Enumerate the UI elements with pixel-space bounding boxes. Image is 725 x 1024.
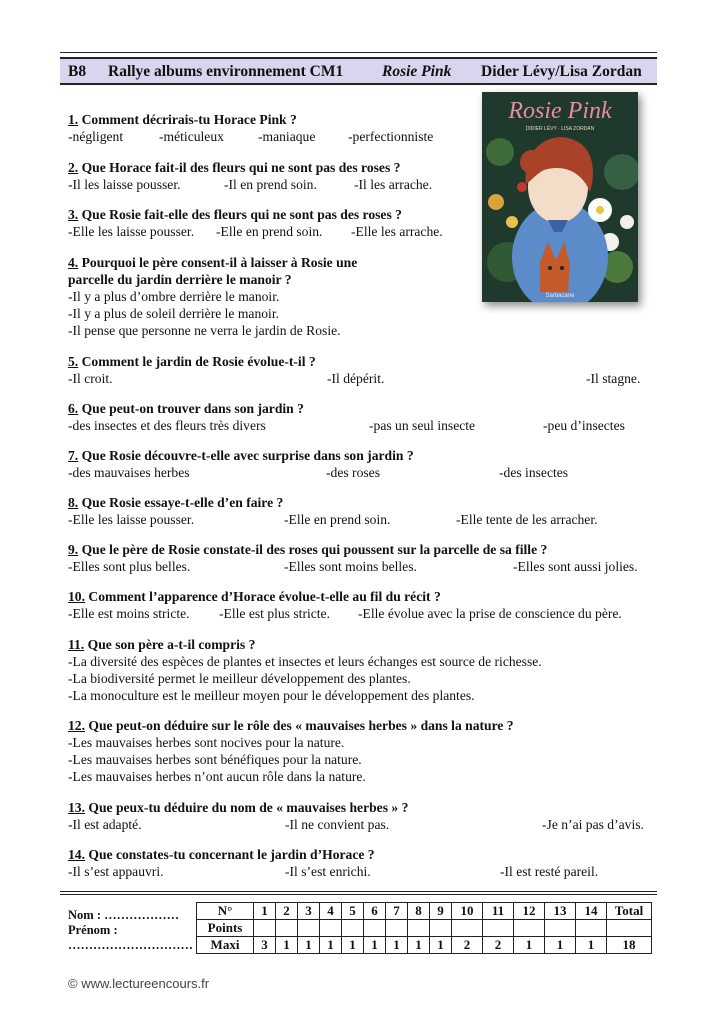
answer-option[interactable]: -Elle en prend soin. (284, 512, 391, 527)
answer-option[interactable]: -Elle est moins stricte. (68, 606, 190, 621)
answer-option[interactable]: -Il les arrache. (354, 177, 433, 192)
answer-option[interactable]: -Elle évolue avec la prise de conscience du père. (358, 606, 622, 621)
answer-option[interactable]: -Il dépérit. (327, 371, 385, 386)
answer-option[interactable]: -Elles sont aussi jolies. (513, 559, 638, 574)
answer-option[interactable]: -peu d’insectes (543, 418, 625, 433)
answer-option[interactable]: -des insectes (499, 465, 569, 480)
score-row-points (197, 920, 652, 937)
answer-option[interactable]: -Elle les laisse pousser. (68, 512, 195, 527)
answer-option[interactable]: -Elle les arrache. (351, 224, 443, 239)
question-4: 4. Pourquoi le père consent-il à laisser à Rosie une parcelle du jardin derrière le manoir ? -Il y a plus d’ombre derrière le manoir. -Il y a plus de soleil derrière le manoir. -Il pense que personne ne verra le jardin de Rosie. (68, 254, 468, 339)
answer-option[interactable]: -maniaque (258, 129, 316, 144)
total-header: Total (607, 903, 652, 920)
answer-option[interactable]: -Elle est plus stricte. (219, 606, 330, 621)
answer-option[interactable]: -Elle en prend soin. (216, 224, 323, 239)
prenom-field[interactable]: Prénom : (68, 923, 118, 937)
answer-option[interactable]: -Elles sont moins belles. (284, 559, 417, 574)
points-cell[interactable] (342, 920, 364, 937)
answer-option[interactable]: -Elle tente de les arracher. (456, 512, 598, 527)
bottom-rule-2 (60, 894, 657, 895)
points-cell[interactable] (254, 920, 276, 937)
question-1: 1. Comment décrirais-tu Horace Pink ? -négligent -méticuleux -maniaque -perfectionniste (68, 112, 434, 144)
student-name-fields (68, 908, 193, 953)
cover-publisher: Sarbacane (545, 293, 575, 299)
book-authors: Dider Lévy/Lisa Zordan (481, 63, 642, 80)
answer-option[interactable]: -La monoculture est le meilleur moyen pour le développement des plantes. (68, 688, 475, 703)
question-5: 5. Comment le jardin de Rosie évolue-t-il ? -Il croit. -Il dépérit. -Il stagne. (68, 354, 641, 386)
sheet-code: B8 (68, 63, 87, 80)
rallye-title: Rallye albums environnement CM1 (108, 63, 344, 80)
answer-option[interactable]: -pas un seul insecte (369, 418, 476, 433)
question-12: 12. Que peut-on déduire sur le rôle des « mauvaises herbes » dans la nature ? -Les mauvaises herbes sont nocives pour la nature. -Les mauvaises herbes sont bénéfiques pour la nature. -Les mauvaises herbes n’ont aucun rôle dans la nature. (68, 717, 658, 785)
nom-field[interactable]: Nom : ……………… (68, 908, 180, 922)
maxi-total: 18 (607, 937, 652, 954)
question-10: 10. Comment l’apparence d’Horace évolue-t-elle au fil du récit ? -Elle est moins stricte. -Elle est plus stricte. -Elle évolue avec la prise de conscience du père. (68, 589, 622, 621)
answer-option[interactable]: -Il s’est enrichi. (285, 864, 371, 879)
points-cell[interactable] (386, 920, 408, 937)
answer-option[interactable]: -négligent (68, 129, 124, 144)
answer-option[interactable]: -perfectionniste (348, 129, 434, 144)
points-cell[interactable] (483, 920, 514, 937)
worksheet-header (60, 57, 657, 85)
copyright-link[interactable]: © www.lectureencours.fr (68, 976, 210, 991)
answer-option[interactable]: -Il en prend soin. (224, 177, 317, 192)
answer-option[interactable]: -Il stagne. (586, 371, 641, 386)
points-cell[interactable] (576, 920, 607, 937)
answer-option[interactable]: -Les mauvaises herbes sont bénéfiques pour la nature. (68, 752, 362, 767)
row-label: Points (197, 920, 254, 937)
question-2: 2. Que Horace fait-il des fleurs qui ne sont pas des roses ? -Il les laisse pousser. -Il en prend soin. -Il les arrache. (68, 160, 433, 192)
answer-option[interactable]: -méticuleux (159, 129, 224, 144)
points-cell[interactable] (408, 920, 430, 937)
row-label: N° (197, 903, 254, 920)
bottom-rule (60, 891, 657, 892)
points-cell[interactable] (320, 920, 342, 937)
question-7: 7. Que Rosie découvre-t-elle avec surprise dans son jardin ? -des mauvaises herbes -des roses -des insectes (68, 448, 569, 480)
answer-option[interactable]: -Elles sont plus belles. (68, 559, 191, 574)
answer-option[interactable]: -Je n’ai pas d’avis. (542, 817, 644, 832)
book-title: Rosie Pink (382, 63, 452, 80)
answer-option[interactable]: -Il ne convient pas. (285, 817, 390, 832)
answer-option[interactable]: -Il s’est appauvri. (68, 864, 164, 879)
question-13: 13. Que peux-tu déduire du nom de « mauvaises herbes » ? -Il est adapté. -Il ne convient pas. -Je n’ai pas d’avis. (68, 800, 644, 832)
points-cell[interactable] (298, 920, 320, 937)
question-8: 8. Que Rosie essaye-t-elle d’en faire ? -Elle les laisse pousser. -Elle en prend soin. -Elle tente de les arracher. (68, 495, 598, 527)
points-cell[interactable] (452, 920, 483, 937)
answer-option[interactable]: -Il croit. (68, 371, 113, 386)
answer-option[interactable]: -Il est resté pareil. (500, 864, 599, 879)
answer-option[interactable]: -des roses (326, 465, 380, 480)
points-cell[interactable] (514, 920, 545, 937)
question-11: 11. Que son père a-t-il compris ? -La diversité des espèces de plantes et insectes et leurs échanges est source de richesse. -La biodiversité permet le meilleur développement des plantes. -La monoculture est le meilleur moyen pour le développement des plantes. (68, 636, 658, 704)
question-14: 14. Que constates-tu concernant le jardin d’Horace ? -Il s’est appauvri. -Il s’est enrichi. -Il est resté pareil. (68, 847, 599, 879)
answer-option[interactable]: -La diversité des espèces de plantes et insectes et leurs échanges est source de richesse. (68, 654, 542, 669)
cover-title: Rosie Pink (508, 98, 612, 124)
book-cover-image (482, 92, 638, 302)
question-6: 6. Que peut-on trouver dans son jardin ? -des insectes et des fleurs très divers -pas un seul insecte -peu d’insectes (68, 401, 625, 433)
answer-option[interactable]: -Il les laisse pousser. (68, 177, 181, 192)
cover-authors: DIDIER LÉVY · LISA ZORDAN (525, 126, 595, 132)
answer-option[interactable]: -Il est adapté. (68, 817, 142, 832)
points-cell[interactable] (364, 920, 386, 937)
answer-option[interactable]: -Il y a plus d’ombre derrière le manoir. (68, 289, 280, 304)
answer-option[interactable]: -Les mauvaises herbes sont nocives pour la nature. (68, 735, 345, 750)
question-9: 9. Que le père de Rosie constate-il des roses qui poussent sur la parcelle de sa fille ? -Elles sont plus belles. -Elles sont moins belles. -Elles sont aussi jolies. (68, 542, 638, 574)
score-row-maxi: Maxi 3 1 1 1 1 1 1 1 1 2 2 1 1 1 18 (197, 937, 652, 954)
question-3: 3. Que Rosie fait-elle des fleurs qui ne sont pas des roses ? -Elle les laisse pousser. -Elle en prend soin. -Elle les arrache. (68, 207, 443, 239)
points-cell[interactable] (276, 920, 298, 937)
answer-option[interactable]: -des insectes et des fleurs très divers (68, 418, 266, 433)
row-label: Maxi (197, 937, 254, 954)
answer-option[interactable]: -Elle les laisse pousser. (68, 224, 195, 239)
points-total-cell[interactable] (607, 920, 652, 937)
answer-option[interactable]: -Les mauvaises herbes n’ont aucun rôle dans la nature. (68, 769, 366, 784)
prenom-dots: ………………………… (68, 938, 193, 952)
top-rule (60, 52, 657, 53)
points-cell[interactable] (545, 920, 576, 937)
answer-option[interactable]: -Il y a plus de soleil derrière le manoir. (68, 306, 280, 321)
answer-option[interactable]: -des mauvaises herbes (68, 465, 190, 480)
answer-option[interactable]: -La biodiversité permet le meilleur développement des plantes. (68, 671, 411, 686)
score-row-numbers: N° 1 2 3 4 5 6 7 8 9 10 11 12 13 14 Total (197, 903, 652, 920)
points-cell[interactable] (430, 920, 452, 937)
score-table (196, 902, 652, 954)
answer-option[interactable]: -Il pense que personne ne verra le jardin de Rosie. (68, 323, 341, 338)
